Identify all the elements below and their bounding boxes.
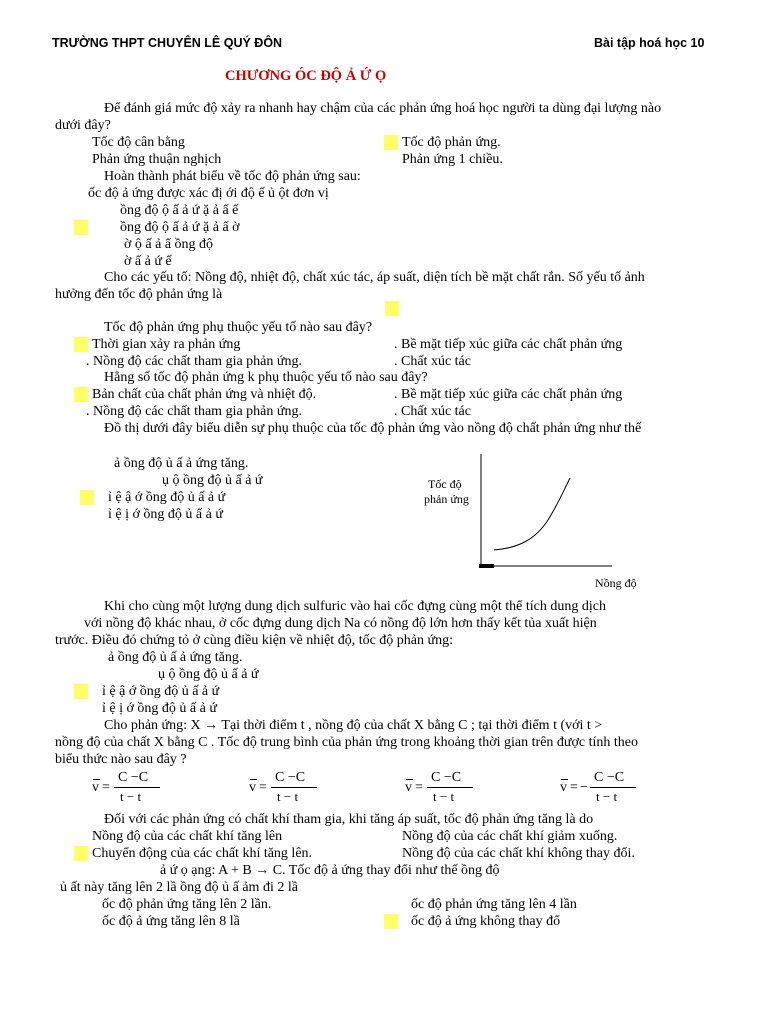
answer-highlight (74, 387, 88, 402)
answer-highlight (80, 490, 94, 505)
q9-stem: Đối với các phản ứng có chất khí tham gia, khi tăng áp suất, tốc độ phản ứng tăng là do (104, 812, 594, 827)
q7-stem-cont2: trước. Điều đó chứng tỏ ở cùng điều kiện về nhiệt độ, tốc độ phản ứng: (55, 633, 453, 648)
q5-option-d: . Chất xúc tác (394, 404, 471, 419)
q8-option-a (92, 770, 170, 810)
q7-stem-cont: với nồng độ khác nhau, ở cốc đựng dung dịch Na có nồng độ lớn hơn thấy kết tủa xuất hiện (84, 616, 597, 631)
fraction-line (271, 787, 317, 788)
q7-option-b: ụ ộ ồng độ ủ ấ ả ứ (158, 667, 259, 682)
q2-option-b: ồng độ ộ ấ ả ứ ặ ả ẩ ờ (120, 220, 240, 235)
q8-option-d (560, 770, 646, 810)
answer-highlight (74, 220, 88, 235)
q4-option-c: . Nồng độ các chất tham gia phản ứng. (86, 354, 302, 369)
q2-statement: ốc độ ả ứng được xác đị ới độ ế ủ ột đơn vị (88, 186, 329, 201)
numerator: C −C (275, 770, 306, 785)
q5-option-c: . Nồng độ các chất tham gia phản ứng. (86, 404, 302, 419)
rate-concentration-graph (470, 448, 620, 573)
denominator: t − t (433, 789, 455, 804)
q2-option-a: ồng độ ộ ấ ả ứ ặ ả ẩ ế (120, 203, 239, 218)
q9-option-a: Nồng độ của các chất khí tăng lên (92, 829, 283, 844)
q9-option-d: Nồng độ của các chất khí không thay đổi. (402, 846, 635, 861)
q10-option-a: ốc độ phản ứng tăng lên 2 lần. (102, 897, 272, 912)
numerator: C −C (118, 770, 149, 785)
velocity-symbol: v (405, 780, 412, 795)
q8-stem-cont: nồng độ của chất X bằng C . Tốc độ trung bình của phản ứng trong khoảng thời gian trên được tính theo (55, 735, 638, 750)
q8-stem-cont2: biểu thức nào sau đây ? (55, 752, 187, 767)
q5-option-b: . Bề mặt tiếp xúc giữa các chất phản ứng (394, 387, 623, 402)
numerator: C −C (431, 770, 462, 785)
answer-highlight (385, 301, 399, 316)
subject-name: Bài tập hoá học 10 (594, 36, 705, 50)
q1-option-a: Tốc độ cân bằng (92, 135, 185, 150)
minus-sign: − (580, 780, 588, 795)
q4-option-b: . Bề mặt tiếp xúc giữa các chất phản ứng (394, 337, 623, 352)
denominator: t − t (120, 789, 142, 804)
q4-stem: Tốc độ phản ứng phụ thuộc yếu tố nào sau đây? (104, 320, 373, 335)
q7-stem: Khi cho cùng một lượng dung dịch sulfuric vào hai cốc đựng cùng một thể tích dung dịch (104, 599, 606, 614)
answer-highlight (384, 135, 398, 150)
q3-stem: Cho các yếu tố: Nồng độ, nhiệt độ, chất xúc tác, áp suất, diện tích bề mặt chất rắn. Số yếu tố ảnh (104, 270, 645, 285)
q10-stem-cont: ủ ất này tăng lên 2 lầ ồng độ ủ ấ ảm đi 2 lầ (60, 880, 298, 895)
q1-option-d: Phản ứng 1 chiều. (402, 152, 503, 167)
q7-option-c: ỉ ệ ậ ớ ồng độ ủ ấ ả ứ (102, 684, 220, 699)
q1-option-b: Tốc độ phản ứng. (402, 135, 501, 150)
denominator: t − t (277, 789, 299, 804)
q8-option-b (249, 770, 327, 810)
q1-stem-cont: dưới đây? (55, 118, 111, 133)
equals-sign: = (102, 780, 110, 795)
equals-sign: = (570, 780, 578, 795)
fraction-line (427, 787, 473, 788)
velocity-symbol: v (92, 780, 99, 795)
q2-option-c: ờ ộ ấ ả ẩ ồng độ (124, 237, 214, 252)
chapter-title: CHƯƠNG ÓC ĐỘ Ả Ứ Ọ (225, 68, 387, 84)
equals-sign: = (259, 780, 267, 795)
school-name: TRƯỜNG THPT CHUYÊN LÊ QUÝ ĐÔN (52, 36, 283, 50)
rate-curve (494, 478, 570, 550)
q1-option-c: Phản ứng thuận nghịch (92, 152, 222, 167)
q6-option-a: ả ồng độ ủ ấ ả ứng tăng. (114, 456, 249, 471)
q1-stem: Để đánh giá mức độ xảy ra nhanh hay chậm của các phản ứng hoá học người ta dùng đại lượng nào (104, 101, 662, 116)
q9-option-b: Nồng độ của các chất khí giảm xuống. (402, 829, 618, 844)
q5-option-a: Bản chất của chất phản ứng và nhiệt độ. (92, 387, 317, 402)
equals-sign: = (415, 780, 423, 795)
numerator: C −C (594, 770, 625, 785)
q6-option-c: ỉ ệ ậ ớ ồng độ ủ ấ ả ứ (108, 490, 226, 505)
answer-highlight (74, 684, 88, 699)
q2-option-d: ờ ấ ả ứ ế (124, 254, 172, 269)
q10-option-c: ốc độ ả ứng tăng lên 8 lầ (102, 914, 240, 929)
q9-option-c: Chuyển động của các chất khí tăng lên. (92, 846, 313, 861)
graph-y-label-cont: phản ứng (424, 492, 469, 506)
q6-option-b: ụ ộ ồng độ ủ ấ ả ứ (162, 473, 263, 488)
q8-stem: Cho phản ứng: X → Tại thời điểm t , nồng độ của chất X bằng C ; tại thời điểm t (với t > (104, 718, 603, 733)
q10-stem: ả ứ ọ ạng: A + B → C. Tốc độ ả ứng thay đổi như thế ồng độ (160, 863, 500, 878)
fraction-line (114, 787, 160, 788)
q7-option-d: ỉ ệ ị ớ ồng độ ủ ấ ả ứ (102, 701, 217, 716)
q4-option-d: . Chất xúc tác (394, 354, 471, 369)
q2-stem: Hoàn thành phát biểu về tốc độ phản ứng sau: (104, 169, 361, 184)
graph-x-label: Nồng độ (595, 576, 637, 590)
answer-highlight (74, 846, 88, 861)
q6-stem: Đồ thị dưới đây biểu diễn sự phụ thuộc của tốc độ phản ứng vào nồng độ chất phản ứng như thế (104, 421, 642, 436)
q6-option-d: ỉ ệ ị ớ ồng độ ủ ấ ả ứ (108, 507, 223, 522)
q4-option-a: Thời gian xảy ra phản ứng (92, 337, 241, 352)
velocity-symbol: v (560, 780, 567, 795)
q7-option-a: ả ồng độ ủ ấ ả ứng tăng. (108, 650, 243, 665)
denominator: t − t (596, 789, 618, 804)
q10-option-b: ốc độ phản ứng tăng lên 4 lần (411, 897, 577, 912)
answer-highlight (384, 914, 398, 929)
q5-stem: Hằng số tốc độ phản ứng k phụ thuộc yếu tố nào sau đây? (104, 370, 428, 385)
q8-option-c (405, 770, 483, 810)
answer-highlight (74, 337, 88, 352)
velocity-symbol: v (249, 780, 256, 795)
q10-option-d: ốc độ ả ứng không thay đổ (411, 914, 561, 929)
fraction-line (590, 787, 636, 788)
graph-y-label: Tốc độ (428, 477, 462, 491)
q3-stem-cont: hưởng đến tốc độ phản ứng là (55, 287, 223, 302)
